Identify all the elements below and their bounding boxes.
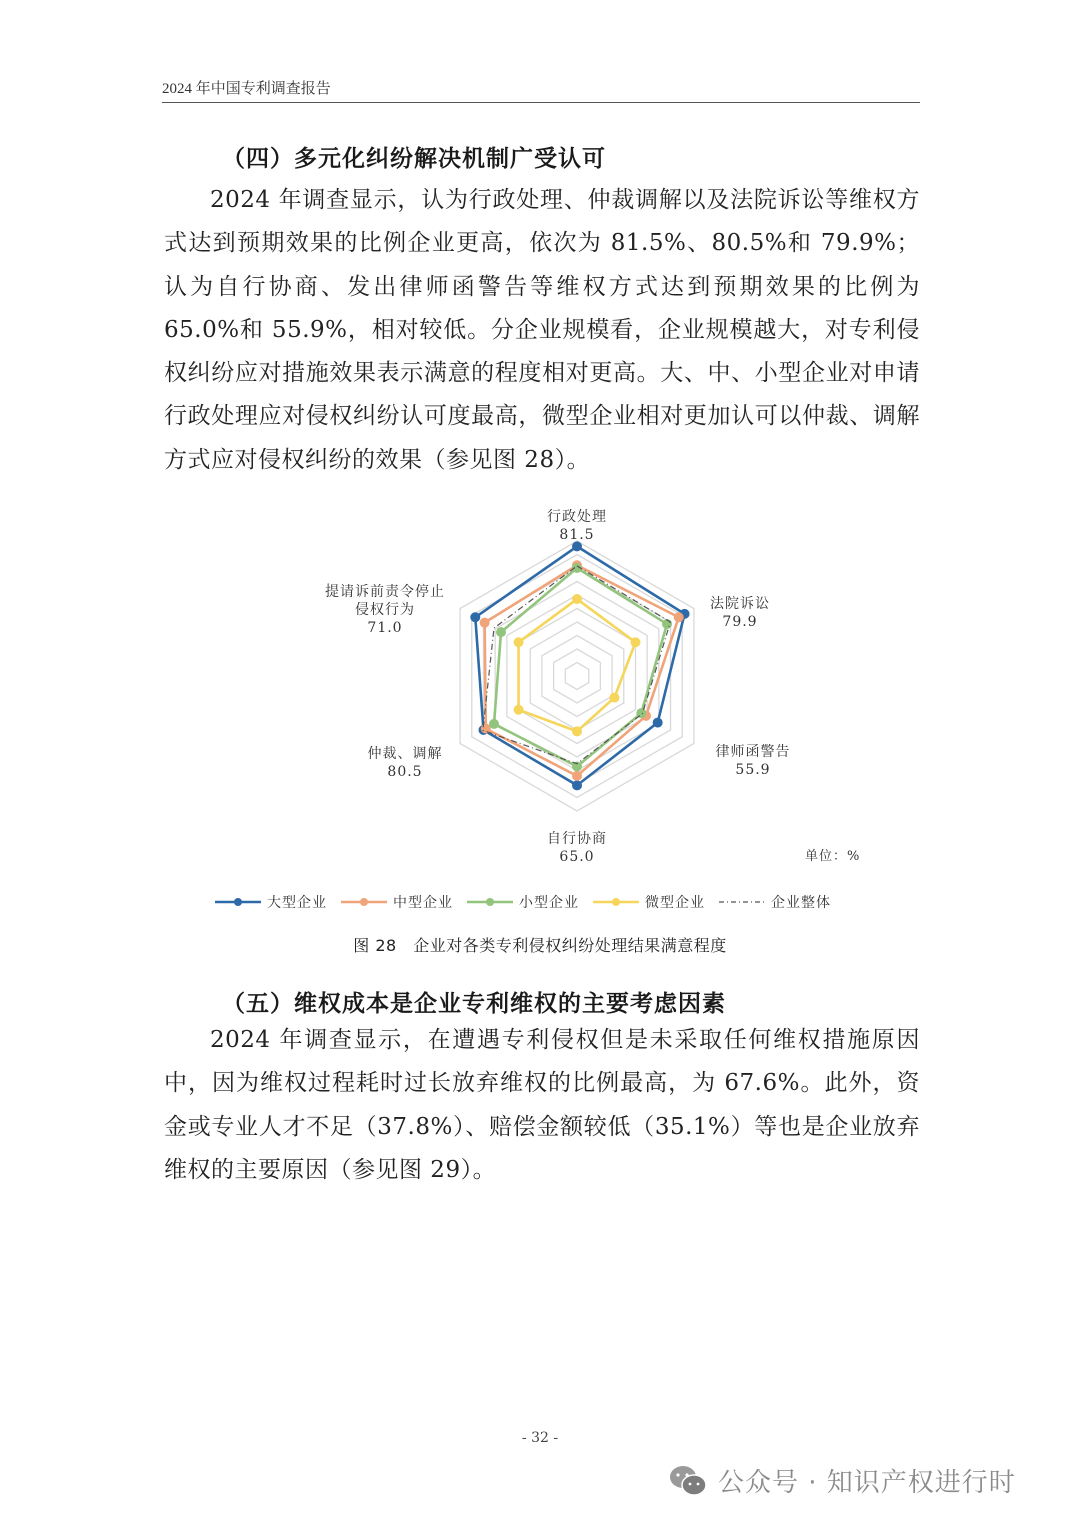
- axis-label-administrative: [527, 508, 627, 544]
- legend-swatch-micro-icon: [593, 896, 639, 908]
- grid-ring: [472, 555, 682, 798]
- data-point-marker: [480, 618, 490, 628]
- data-point-marker: [674, 612, 684, 622]
- legend-item-large: [215, 892, 327, 912]
- axis-name: 仲裁、调解: [367, 746, 443, 762]
- data-point-marker: [572, 771, 582, 781]
- axis-label-negotiation: [527, 830, 627, 866]
- watermark: [668, 1462, 1016, 1499]
- axis-label-injunction: [305, 583, 465, 637]
- axis-label-court: [690, 595, 790, 631]
- axis-value: 80.5: [387, 764, 423, 780]
- grid-ring: [565, 663, 588, 690]
- section-4-title: （四）多元化纠纷解决机制广受认可: [222, 145, 606, 172]
- axis-name: 律师函警告: [715, 744, 791, 760]
- data-point-marker: [496, 627, 506, 637]
- watermark-text: 公众号 · 知识产权进行时: [718, 1468, 1016, 1498]
- chart-legend: [215, 892, 831, 912]
- legend-swatch-overall-icon: [719, 896, 765, 908]
- axis-label-arbitration: [350, 745, 460, 781]
- legend-label: 中型企业: [393, 895, 453, 911]
- axis-name: 行政处理: [547, 509, 607, 525]
- data-point-marker: [609, 693, 619, 703]
- axis-name-line2: 侵权行为: [355, 602, 415, 618]
- data-point-marker: [572, 726, 582, 736]
- axis-value: 81.5: [559, 527, 595, 543]
- section-4-paragraph: 2024 年调查显示，认为行政处理、仲裁调解以及法院诉讼等维权方式达到预期效果的比例企业更高，依次为 81.5%、80.5%和 79.9%；认为自行协商、发出律师函警告等维权方式达到预期效果的比例为 65.0%和 55.9%，相对较低。分企业规模看，企业规模越大，对专利侵权纠纷应对措施效果表示满意的程度相对更高。大、中、小型企业对申请行政处理应对侵权纠纷认可度最高，微型企业相对更加认可以仲裁、调解方式应对侵权纠纷的效果（参见图 28）。: [164, 187, 920, 473]
- wechat-icon: [668, 1464, 708, 1498]
- legend-item-small: [467, 892, 579, 912]
- data-point-marker: [470, 612, 480, 622]
- legend-swatch-small-icon: [467, 896, 513, 908]
- legend-item-overall: [719, 892, 831, 912]
- axis-value: 65.0: [559, 849, 595, 865]
- data-point-marker: [630, 637, 640, 647]
- axis-value: 79.9: [722, 614, 758, 630]
- grid-ring: [530, 622, 624, 730]
- section-5-title: （五）维权成本是企业专利维权的主要考虑因素: [222, 990, 726, 1017]
- unit-label: 单位：%: [805, 849, 861, 864]
- legend-label: 大型企业: [267, 895, 327, 911]
- grid-ring: [554, 649, 601, 703]
- axis-label-lawyer-letter: [698, 743, 808, 779]
- legend-label: 企业整体: [771, 895, 831, 911]
- legend-item-medium: [341, 892, 453, 912]
- data-point-marker: [572, 780, 582, 790]
- figure-caption: 图 28 企业对各类专利侵权纠纷处理结果满意程度: [353, 936, 727, 955]
- data-point-marker: [572, 594, 582, 604]
- grid-ring: [542, 636, 612, 717]
- axis-value: 55.9: [735, 762, 771, 778]
- legend-swatch-large-icon: [215, 896, 261, 908]
- legend-item-micro: [593, 892, 705, 912]
- data-point-marker: [514, 637, 524, 647]
- axis-name: 法院诉讼: [710, 596, 770, 612]
- data-point-marker: [489, 719, 499, 729]
- legend-label: 小型企业: [519, 895, 579, 911]
- data-point-marker: [514, 705, 524, 715]
- axis-name: 自行协商: [547, 831, 607, 847]
- page-number: - 32 -: [521, 1430, 559, 1446]
- axis-value: 71.0: [367, 620, 403, 636]
- data-point-marker: [653, 718, 663, 728]
- legend-label: 微型企业: [645, 895, 705, 911]
- section-5-paragraph: 2024 年调查显示，在遭遇专利侵权但是未采取任何维权措施原因中，因为维权过程耗时过长放弃维权的比例最高，为 67.6%。此外，资金或专业人才不足（37.8%）、赔偿金额较低（35.1%）等也是企业放弃维权的主要原因（参见图 29）。: [164, 1027, 920, 1183]
- axis-name-line1: 提请诉前责令停止: [325, 584, 445, 600]
- report-title: 2024 年中国专利调查报告: [162, 81, 331, 97]
- legend-swatch-medium-icon: [341, 896, 387, 908]
